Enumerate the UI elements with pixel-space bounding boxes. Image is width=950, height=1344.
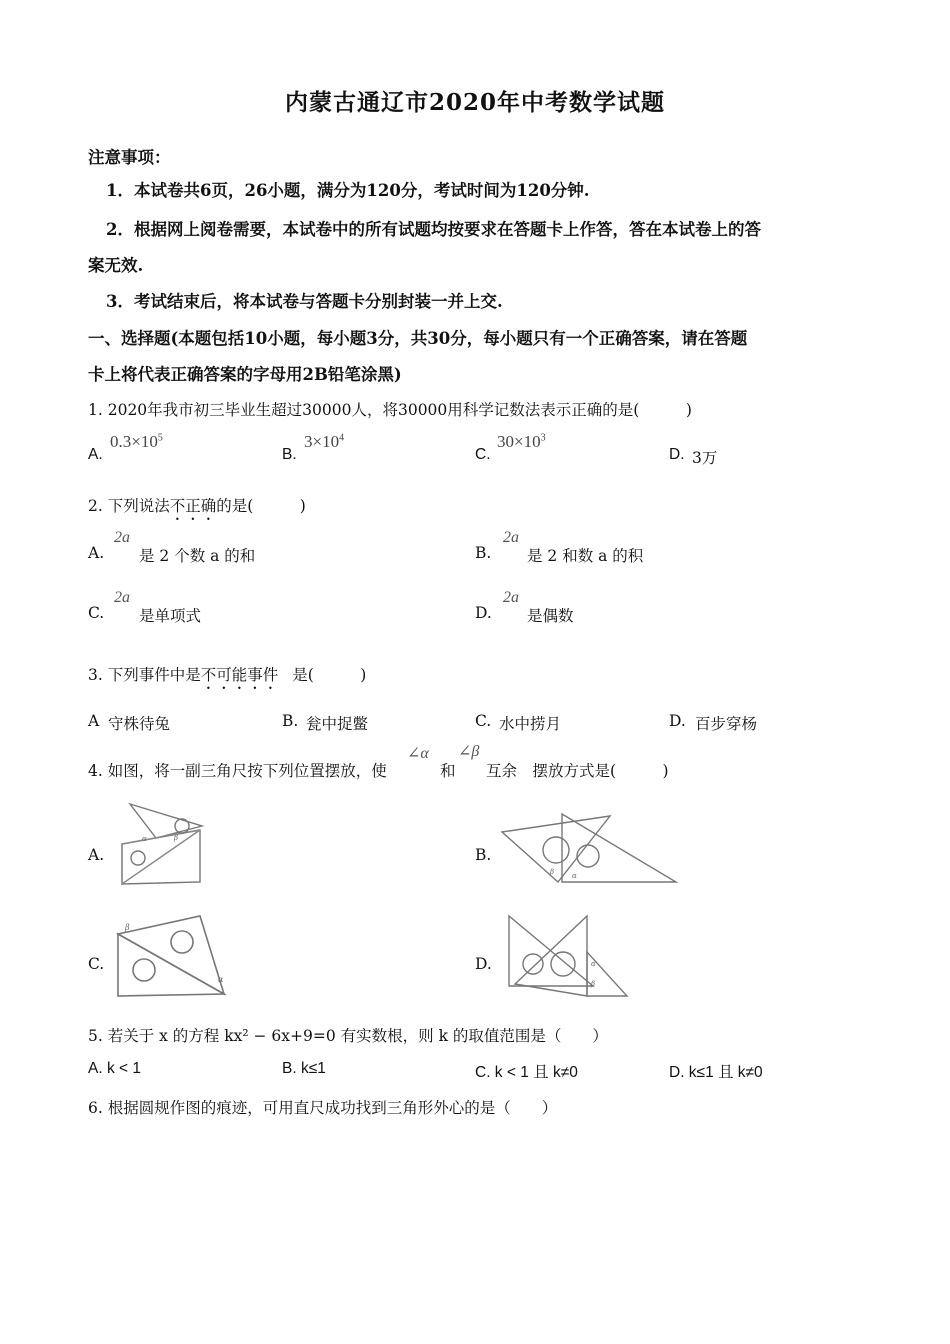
q2-option-b-letter: B. [475,544,492,562]
q2-option-c-letter: C. [88,604,105,622]
q2-option-d-text: 是偶数 [527,607,574,625]
q4-option-c-letter: C. [88,955,105,973]
q1-option-b-letter: B. [282,446,297,463]
q3-option-d-letter: D. [669,712,686,730]
q1-option-a-letter: A. [88,446,103,463]
q3-option-b-letter: B. [282,712,299,730]
q1-option-d-letter: D. [669,446,685,463]
q4-and: 和 [440,762,456,780]
notice-item-2-cont: 案无效. [88,256,144,275]
q1-stem: 1. 2020年我市初三毕业生超过30000人，将30000用科学记数法表示正确的是( ) [88,401,692,419]
q3-option-c-letter: C. [475,712,492,730]
notice-heading: 注意事项： [88,148,171,167]
q4-option-a-letter: A. [88,846,105,864]
q3-option-b-text: 瓮中捉鳖 [306,715,369,733]
q2-option-b-text: 是 2 和数 a 的积 [527,547,644,565]
q2-option-d-letter: D. [475,604,492,622]
q1-option-d-text: 3万 [692,449,718,467]
q5-option-b: B. k≤1 [282,1060,326,1077]
q1-option-b-expr: $3\times 10^4$ [304,432,345,451]
q4-figure-b [498,810,682,890]
q4-beta: ∠β [458,743,480,760]
svg-text:α: α [572,872,577,880]
q4-figure-a [116,800,211,890]
section1-line2: 卡上将代表正确答案的字母用2B铅笔涂黑) [88,365,402,384]
q4-alpha: ∠α [407,745,429,762]
q5-option-a: A. k < 1 [88,1060,141,1077]
q2-option-c-text: 是单项式 [139,607,202,625]
svg-text:α: α [591,960,596,968]
q3-option-d-text: 百步穿杨 [695,715,758,733]
svg-text:α: α [218,975,224,984]
notice-item-1: 1．本试卷共6页，26小题，满分为120分，考试时间为120分钟. [106,181,590,200]
svg-text:β: β [591,980,596,988]
q5-option-c: C. k < 1 且 k≠0 [475,1064,578,1081]
q3-option-c-text: 水中捞月 [499,715,562,733]
svg-text:β: β [174,834,179,842]
page-title: 内蒙古通辽市2020年中考数学试题 [284,89,665,116]
q3-option-a-letter: A [88,712,100,730]
q2-option-c-expr: 2a [114,589,130,606]
q1-option-c-expr: $30\times 10^3$ [497,432,546,451]
q1-option-c-letter: C. [475,446,491,463]
svg-text:β: β [550,868,555,876]
q2-option-d-expr: 2a [503,589,519,606]
q5-stem: 5. 若关于 x 的方程 kx² − 6x+9=0 有实数根，则 k 的取值范围是（ ） [88,1027,608,1045]
q4-stem-pre: 4. 如图，将一副三角尺按下列位置摆放，使 [88,762,387,780]
q4-figure-d [505,912,630,1002]
section1-line1: 一、选择题(本题包括10小题，每小题3分，共30分，每小题只有一个正确答案，请在答题 [88,329,748,348]
q2-option-a-text: 是 2 个数 a 的和 [139,547,256,565]
q4-figure-c [112,912,234,1002]
q4-stem-post: 互余 摆放方式是( ) [486,762,669,780]
q2-option-a-expr: 2a [114,529,130,546]
q3-option-a-text: 守株待兔 [108,715,171,733]
notice-item-3: 3．考试结束后，将本试卷与答题卡分别封装一并上交. [106,292,503,311]
q2-option-a-letter: A. [88,544,105,562]
notice-item-2: 2．根据网上阅卷需要，本试卷中的所有试题均按要求在答题卡上作答，答在本试卷上的答 [106,220,761,239]
q6-stem: 6. 根据圆规作图的痕迹，可用直尺成功找到三角形外心的是（ ） [88,1099,558,1117]
q4-option-d-letter: D. [475,955,492,973]
q3-stem: 3. 下列事件中是不可能事件 是( ) [88,666,367,684]
q1-option-a-expr: $0.3\times 10^5$ [110,432,163,451]
q4-option-b-letter: B. [475,846,492,864]
svg-text:β: β [125,923,130,932]
q2-stem: 2. 下列说法不正确的是( ) [88,497,306,515]
q2-option-b-expr: 2a [503,529,519,546]
q5-option-d: D. k≤1 且 k≠0 [669,1064,763,1081]
svg-text:α: α [142,835,147,843]
